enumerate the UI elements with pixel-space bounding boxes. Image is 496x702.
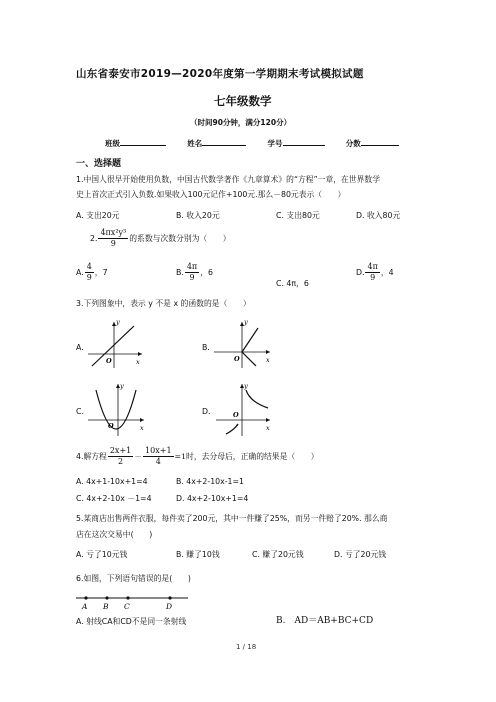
section-heading: 一、选择题 — [76, 159, 122, 169]
q3-a-origin: O — [106, 357, 112, 365]
q3-a-y-label: y — [116, 318, 120, 326]
q3-a-x-label: x — [136, 358, 140, 366]
id-blank[interactable] — [283, 137, 325, 146]
q2-d-tail: ，4 — [380, 268, 394, 277]
q1-option-b: B. 收入20元 — [176, 211, 220, 220]
exam-subtitle: 七年级数学 — [214, 94, 272, 108]
q6-label-d: D — [166, 602, 173, 611]
q5-line1: 5.某商店出售两件衣服，每件卖了200元，其中一件赚了25%，而另一件赔了20%. 那么商 — [76, 514, 388, 523]
q4-eq: =1 — [174, 452, 187, 461]
q4-frac1-num: 2x+1 — [109, 446, 132, 455]
q3-d-origin: O — [233, 411, 239, 419]
q6-point-d — [168, 596, 171, 599]
q5-option-d: D. 亏了20元钱 — [334, 550, 387, 559]
q2-b-num: 4π — [186, 262, 198, 271]
q1-option-c: C. 支出80元 — [276, 211, 320, 220]
q2-option-d — [356, 262, 394, 283]
q2-b-den: 9 — [189, 273, 195, 282]
q6-label-b: B — [103, 602, 109, 611]
q2-d-num: 4π — [367, 262, 378, 271]
q3-d-y-label: y — [244, 382, 248, 390]
name-blank[interactable] — [202, 137, 246, 146]
q3-label-b: B. — [202, 343, 210, 352]
score-label: 分数 — [345, 139, 361, 148]
q3-c-origin: O — [108, 422, 114, 430]
q2-d-den: 9 — [370, 273, 376, 282]
q6-label-a: A — [82, 602, 88, 611]
q4-frac2-num: 10x+1 — [145, 446, 172, 455]
exam-title: 山东省泰安市2019—2020年度第一学期期末考试模拟试题 — [76, 68, 364, 80]
q3-b-origin: O — [234, 355, 240, 363]
q2-d-label: D. — [356, 268, 365, 277]
q1-option-a: A. 支出20元 — [76, 211, 120, 220]
q4-minus: － — [134, 452, 143, 461]
q3-label-d: D. — [202, 407, 211, 416]
q4-frac2 — [143, 446, 173, 467]
q3-b-x-label: x — [266, 356, 270, 364]
q6-point-a — [84, 596, 87, 599]
q5-option-a: A. 亏了10元钱 — [76, 550, 128, 559]
q4-suffix: 时，去分母后，正确的结果是（ ） — [186, 452, 319, 461]
q1-line2: 史上首次正式引入负数.如果收入100元记作+100元.那么－80元表示（ ） — [76, 190, 346, 199]
q2-option-b — [176, 262, 213, 283]
class-label: 班级 — [105, 139, 120, 148]
q4-frac2-den: 4 — [155, 457, 161, 466]
q4-frac1 — [108, 446, 133, 467]
q3-c-y-label: y — [120, 382, 124, 390]
q2-b-label: B. — [176, 268, 184, 277]
q6-option-b: B. AD＝AB+BC+CD — [276, 616, 374, 626]
q4-stem — [76, 446, 319, 467]
q1-line1: 1.中国人很早开始使用负数，中国古代数学著作《九章算术》的“方程”一章，在世界数学 — [76, 175, 380, 184]
q4-option-d: D. 4x+2-10x+1=4 — [176, 494, 249, 503]
page-footer: 1 / 18 — [236, 643, 257, 651]
q2-fraction — [98, 228, 128, 249]
q6-point-c — [126, 596, 129, 599]
q2-a-tail: ，7 — [94, 268, 108, 277]
q3-b-y-label: y — [244, 318, 248, 326]
q3-graph-d — [212, 380, 274, 438]
q2-a-den: 9 — [86, 273, 92, 282]
id-label: 学号 — [267, 139, 283, 148]
q6-point-b — [105, 596, 108, 599]
q6-line-diagram — [72, 588, 192, 614]
name-label: 姓名 — [187, 139, 203, 148]
q2-a-frac — [85, 262, 94, 283]
score-blank[interactable] — [361, 137, 399, 146]
q3-graph-c — [86, 380, 148, 438]
q2-stem — [90, 228, 231, 249]
q2-option-a — [76, 262, 108, 283]
q4-frac1-den: 2 — [118, 457, 124, 466]
class-blank[interactable] — [120, 137, 166, 146]
q3-label-a: A. — [76, 343, 84, 352]
q3-label-c: C. — [76, 407, 84, 416]
info-line — [105, 137, 399, 149]
q3-graph-b — [212, 318, 274, 370]
q2-b-tail: ，6 — [200, 268, 213, 277]
q4-option-c: C. 4x+2-10x －1=4 — [76, 494, 152, 503]
q1-option-d: D. 收入80元 — [356, 211, 401, 220]
q2-suffix: 的系数与次数分别为（ ） — [129, 234, 231, 243]
q4-option-a: A. 4x+1-10x+1=4 — [76, 477, 148, 486]
time-note: （时间90分钟，满分120分） — [190, 118, 292, 127]
q5-option-c: C. 赚了20元钱 — [252, 550, 304, 559]
q2-option-c: C. 4π，6 — [276, 279, 309, 288]
q6-option-a: A. 射线CA和CD不是同一条射线 — [76, 617, 187, 626]
q2-a-num: 4 — [86, 262, 92, 271]
q6-label-c: C — [124, 602, 130, 611]
q4-option-b: B. 4x+2-10x-1=1 — [176, 477, 244, 486]
q3-stem: 3.下列图象中，表示 y 不是 x 的函数的是（ ） — [76, 299, 251, 308]
q4-prefix: 4.解方程 — [76, 452, 107, 461]
q5-option-b: B. 赚了10钱 — [176, 550, 220, 559]
q2-prefix: 2. — [90, 234, 98, 243]
q2-fraction-num: 4πx²y³ — [100, 228, 127, 237]
q2-fraction-den: 9 — [110, 239, 116, 248]
q3-d-x-label: x — [266, 424, 270, 432]
q5-line2: 店在这次交易中( ) — [76, 530, 153, 539]
q6-stem: 6.如图，下列语句错误的是( ) — [76, 574, 191, 583]
q2-d-frac — [365, 262, 379, 283]
q3-c-x-label: x — [140, 424, 144, 432]
q2-b-frac — [185, 262, 199, 283]
q2-a-label: A. — [76, 268, 84, 277]
q3-graph-a — [86, 318, 146, 370]
